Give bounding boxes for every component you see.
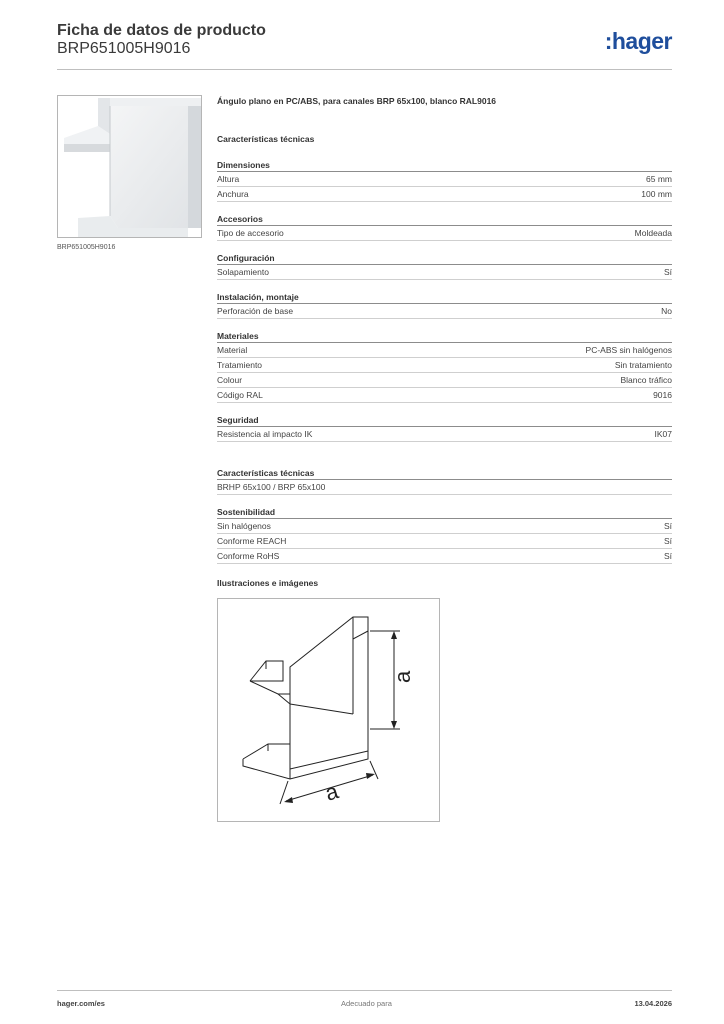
row-label: Conforme REACH bbox=[217, 536, 287, 546]
section-dimensions-title: Dimensiones bbox=[217, 156, 672, 172]
row-label: Anchura bbox=[217, 189, 249, 199]
spec-content bbox=[217, 96, 672, 564]
product-description: Ángulo plano en PC/ABS, para canales BRP 65x100, blanco RAL9016 bbox=[217, 96, 497, 106]
product-thumbnail bbox=[57, 95, 202, 238]
product-code: BRP651005H9016 bbox=[57, 40, 191, 57]
dim-label-horizontal: a bbox=[322, 778, 342, 806]
table-row bbox=[217, 519, 672, 534]
row-label: Sin halógenos bbox=[217, 521, 271, 531]
row-value: 65 mm bbox=[646, 174, 672, 184]
table-row bbox=[217, 549, 672, 564]
table-row bbox=[217, 226, 672, 241]
section-tech2-title: Características técnicas bbox=[217, 464, 672, 480]
footer-website-link[interactable]: hager.com/es bbox=[57, 999, 105, 1008]
row-label: Perforación de base bbox=[217, 306, 294, 316]
table-row bbox=[217, 534, 672, 549]
section-safety-title: Seguridad bbox=[217, 411, 672, 427]
row-label: Colour bbox=[217, 375, 243, 385]
row-value: Moldeada bbox=[634, 228, 672, 238]
row-value: Blanco tráfico bbox=[620, 375, 672, 385]
footer-suitable-for: Adecuado para bbox=[341, 999, 392, 1008]
table-row bbox=[217, 304, 672, 319]
table-row bbox=[217, 187, 672, 202]
row-label: Tratamiento bbox=[217, 360, 263, 370]
row-value: 100 mm bbox=[641, 189, 672, 199]
table-row bbox=[217, 265, 672, 280]
technical-drawing bbox=[218, 599, 441, 823]
section-materials-title: Materiales bbox=[217, 327, 672, 343]
hager-logo: :hager bbox=[604, 28, 672, 54]
dimension-drawing bbox=[217, 598, 440, 822]
table-row bbox=[217, 358, 672, 373]
row-value: Sí bbox=[663, 536, 672, 546]
row-value: PC-ABS sin halógenos bbox=[585, 345, 672, 355]
row-value: Sí bbox=[663, 551, 672, 561]
tech-title: Características técnicas bbox=[217, 134, 315, 144]
table-row bbox=[217, 388, 672, 403]
table-row bbox=[217, 172, 672, 187]
product-photo bbox=[58, 96, 202, 238]
row-label: Material bbox=[217, 345, 248, 355]
row-value: Sí bbox=[663, 521, 672, 531]
table-row bbox=[217, 427, 672, 442]
table-row bbox=[217, 480, 672, 495]
illustrations-title: Ilustraciones e imágenes bbox=[217, 578, 319, 588]
section-sustainability-title: Sostenibilidad bbox=[217, 503, 672, 519]
row-value: No bbox=[661, 306, 672, 316]
thumbnail-caption: BRP651005H9016 bbox=[57, 244, 116, 251]
page-header bbox=[57, 20, 672, 70]
page-footer bbox=[57, 990, 672, 1010]
row-value: IK07 bbox=[654, 429, 672, 439]
section-configuration-title: Configuración bbox=[217, 249, 672, 265]
row-label: Tipo de accesorio bbox=[217, 228, 284, 238]
row-label: Solapamiento bbox=[217, 267, 269, 277]
row-label: Resistencia al impacto IK bbox=[217, 429, 313, 439]
section-accessories-title: Accesorios bbox=[217, 210, 672, 226]
row-value: Sí bbox=[663, 267, 672, 277]
page-title: Ficha de datos de producto bbox=[57, 22, 266, 39]
row-label: BRHP 65x100 / BRP 65x100 bbox=[217, 482, 326, 492]
row-value: 9016 bbox=[653, 390, 672, 400]
footer-date: 13.04.2026 bbox=[634, 999, 672, 1008]
row-label: Código RAL bbox=[217, 390, 263, 400]
row-label: Altura bbox=[217, 174, 240, 184]
table-row bbox=[217, 343, 672, 358]
section-installation-title: Instalación, montaje bbox=[217, 288, 672, 304]
row-value: Sin tratamiento bbox=[614, 360, 672, 370]
table-row bbox=[217, 373, 672, 388]
dim-label-vertical: a bbox=[390, 670, 415, 683]
row-label: Conforme RoHS bbox=[217, 551, 280, 561]
